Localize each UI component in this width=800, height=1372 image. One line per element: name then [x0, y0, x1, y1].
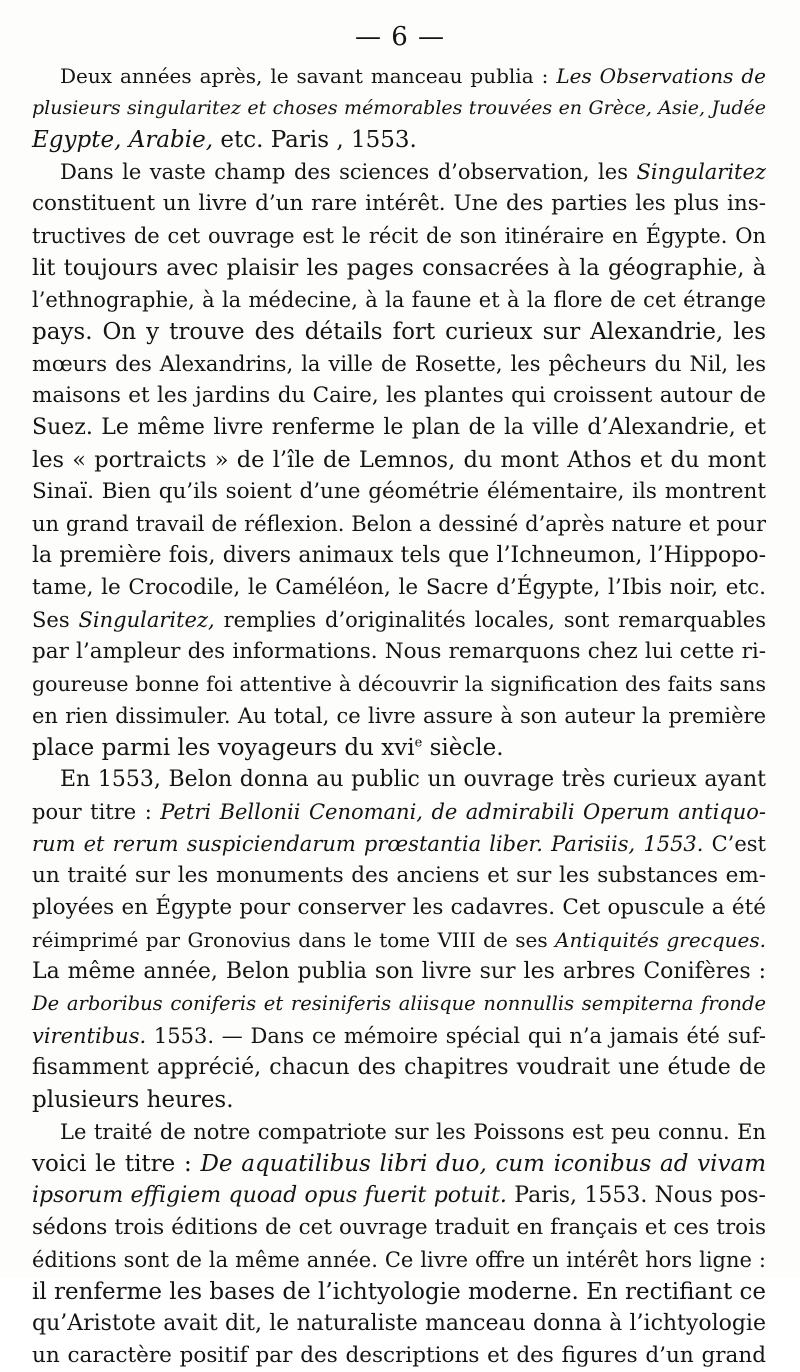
text-line	[32, 348, 766, 380]
text-line	[32, 188, 766, 220]
text-segment: remplies d’originalités locales, sont remarquables	[214, 608, 766, 632]
text-segment: par l’ampleur des informations. Nous remarquons chez lui cette ri-	[32, 639, 766, 664]
text-segment: ployées en Égypte pour conserver les cadavres. Cet opuscule a été	[32, 895, 766, 920]
italic-text: Antiquités grecques.	[555, 928, 767, 952]
text-line	[32, 892, 766, 924]
text-line	[32, 444, 766, 476]
italic-text: De arboribus coniferis et resiniferis aliisque nonnullis sempiterna fronde	[32, 992, 766, 1015]
text-segment: etc. Paris , 1553.	[213, 127, 417, 153]
text-line	[32, 1020, 766, 1052]
text-line	[32, 572, 766, 604]
text-line	[32, 1276, 766, 1308]
text-line	[32, 1084, 766, 1116]
text-segment: siècle.	[422, 735, 504, 761]
text-segment: un caractère positif par des descriptions et des figures d’un grand	[32, 1343, 766, 1368]
text-segment: pour titre :	[32, 800, 161, 824]
text-segment: plusieurs heures.	[32, 1087, 234, 1113]
italic-text: Singularitez,	[78, 608, 215, 632]
text-line	[32, 1052, 766, 1084]
text-segment: tame, le Crocodile, le Caméléon, le Sacre d’Égypte, l’Ibis noir, etc.	[32, 575, 766, 600]
text-line	[32, 1308, 766, 1340]
text-segment: lit toujours avec plaisir les pages consacrées à la géographie, à	[32, 255, 766, 281]
text-line	[32, 540, 766, 572]
text-segment: place parmi les voyageurs du xvi	[32, 735, 415, 761]
text-line	[32, 956, 766, 988]
text-segment: Dans le vaste champ des sciences d’observation, les	[60, 160, 637, 184]
text-line	[32, 124, 766, 156]
text-segment: les « portraicts » de l’île de Lemnos, du mont Athos et du mont	[32, 447, 766, 473]
text-line	[32, 1180, 766, 1212]
text-segment: C’est	[703, 832, 766, 856]
text-line	[32, 988, 766, 1020]
text-line	[32, 380, 766, 412]
text-line	[32, 156, 766, 188]
text-line	[32, 1148, 766, 1180]
text-segment: fisamment apprécié, chacun des chapitres voudrait une étude de	[32, 1055, 766, 1080]
text-segment: 1553. — Dans ce mémoire spécial qui n’a jamais été suf-	[146, 1024, 766, 1048]
text-segment: tructives de cet ouvrage est le récit de son itinéraire en Égypte. On	[32, 224, 766, 248]
text-line	[32, 636, 766, 668]
text-segment: voici le titre :	[32, 1151, 201, 1177]
text-line	[32, 92, 766, 124]
text-segment: en rien dissimuler. Au total, ce livre assure à son auteur la première	[32, 704, 766, 728]
text-line	[32, 60, 766, 92]
italic-text: virentibus.	[32, 1024, 147, 1048]
text-line	[32, 252, 766, 284]
text-segment: Paris, 1553. Nous pos-	[506, 1183, 766, 1208]
text-line	[32, 1340, 766, 1372]
italic-text: Egypte, Arabie,	[32, 127, 214, 153]
page-body-text	[32, 60, 766, 1372]
text-line	[32, 796, 766, 828]
text-line	[32, 828, 766, 860]
text-line	[32, 508, 766, 540]
text-line	[32, 924, 766, 956]
italic-text: rum et rerum suspiciendarum prœstantia liber. Parisiis, 1553.	[32, 832, 704, 856]
page-number: — 6 —	[354, 22, 446, 52]
text-segment: Ses	[32, 608, 79, 632]
text-segment: pays. On y trouve des détails fort curieux sur Alexandrie, les	[32, 319, 766, 345]
text-line	[32, 764, 766, 796]
text-segment: La même année, Belon publia son livre sur les arbres Conifères :	[32, 959, 766, 984]
italic-text: Petri Bellonii Cenomani, de admirabili Operum antiquo-	[160, 800, 767, 824]
text-segment: la première fois, divers animaux tels que l’Ichneumon, l’Hippopo-	[32, 543, 766, 568]
text-line	[32, 412, 766, 444]
text-segment: Le traité de notre compatriote sur les Poissons est peu connu. En	[60, 1120, 766, 1144]
text-segment: un traité sur les monuments des anciens et sur les substances em-	[32, 863, 766, 888]
text-segment: En 1553, Belon donna au public un ouvrage très curieux ayant	[60, 767, 766, 792]
text-segment: Deux années après, le savant manceau publia :	[60, 64, 557, 88]
italic-text: plusieurs singularitez et choses mémorables trouvées en Grèce, Asie, Judée	[32, 97, 766, 119]
text-line	[32, 860, 766, 892]
italic-text: De aquatilibus libri duo, cum iconibus ad vivam	[200, 1151, 767, 1177]
text-segment: un grand travail de réflexion. Belon a dessiné d’après nature et pour	[32, 512, 766, 536]
text-segment: goureuse bonne foi attentive à découvrir la signification des faits sans	[32, 672, 766, 696]
text-line	[32, 1244, 766, 1276]
text-segment: éditions sont de la même année. Ce livre offre un intérêt hors ligne :	[32, 1248, 766, 1272]
text-line	[32, 476, 766, 508]
text-line	[32, 1116, 766, 1148]
text-segment: l’ethnographie, à la médecine, à la faune et à la flore de cet étrange	[32, 288, 766, 312]
text-segment: mœurs des Alexandrins, la ville de Rosette, les pêcheurs du Nil, les	[32, 352, 766, 376]
text-segment: Sinaï. Bien qu’ils soient d’une géométrie élémentaire, ils montrent	[32, 479, 766, 504]
superscript-text: e	[414, 735, 423, 751]
text-segment: réimprimé par Gronovius dans le tome VIII de ses	[32, 928, 556, 952]
text-segment: maisons et les jardins du Caire, les plantes qui croissent autour de	[32, 383, 766, 408]
text-segment: il renferme les bases de l’ichtyologie moderne. En rectifiant ce	[32, 1279, 766, 1305]
text-line	[32, 668, 766, 700]
text-line	[32, 604, 766, 636]
text-line	[32, 700, 766, 732]
text-line	[32, 284, 766, 316]
text-line	[32, 1212, 766, 1244]
text-line	[32, 220, 766, 252]
italic-text: ipsorum effigiem quoad opus fuerit potuit.	[32, 1183, 507, 1208]
italic-text: Les Observations de	[556, 64, 767, 88]
italic-text: Singularitez	[636, 160, 766, 184]
text-segment: sédons trois éditions de cet ouvrage traduit en français et ces trois	[32, 1215, 766, 1240]
text-line	[32, 316, 766, 348]
text-segment: Suez. Le même livre renferme le plan de la ville d’Alexandrie, et	[32, 415, 766, 440]
text-segment: constituent un livre d’un rare intérêt. Une des parties les plus ins-	[32, 191, 766, 216]
text-segment: qu’Aristote avait dit, le naturaliste manceau donna à l’ichtyologie	[32, 1311, 766, 1336]
text-line	[32, 732, 766, 764]
